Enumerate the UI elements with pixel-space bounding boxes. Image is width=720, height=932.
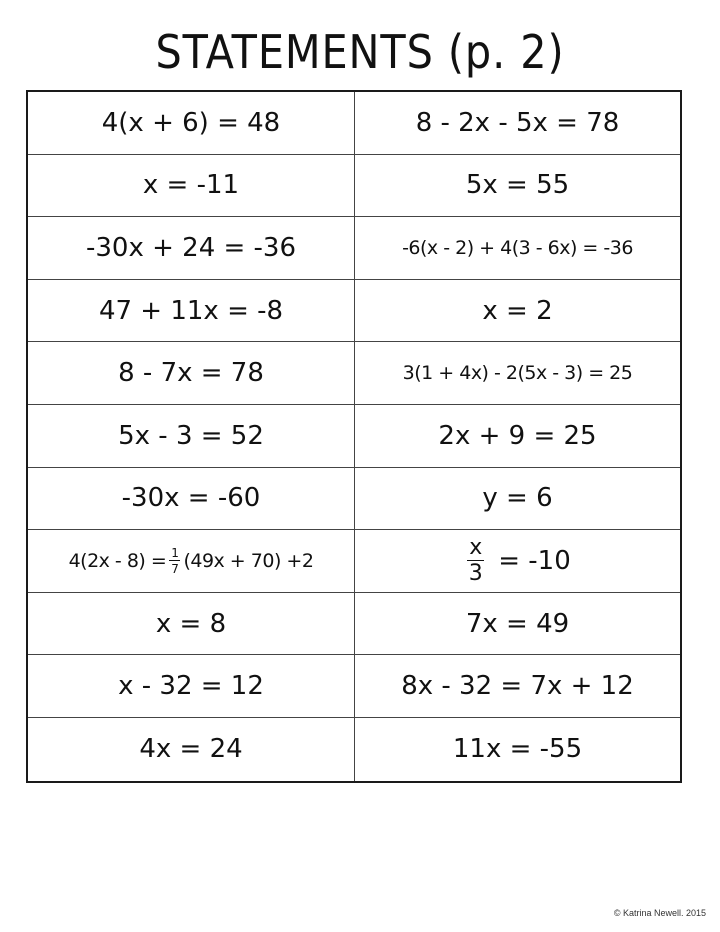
statement-cell: 47 + 11x = -8 [28, 280, 355, 343]
statement-cell: x = -11 [28, 155, 355, 218]
statement-cell: 8 - 7x = 78 [28, 342, 355, 405]
statement-cell: x = 8 [28, 593, 355, 656]
statement-cell: 8x - 32 = 7x + 12 [355, 655, 680, 718]
statement-cell: 3(1 + 4x) - 2(5x - 3) = 25 [355, 342, 680, 405]
equation-part: (49x + 70) +2 [183, 549, 314, 572]
statement-cell: y = 6 [355, 468, 680, 531]
statement-cell: 4x = 24 [28, 718, 355, 781]
statement-cell: 7x = 49 [355, 593, 680, 656]
statement-cell: -6(x - 2) + 4(3 - 6x) = -36 [355, 217, 680, 280]
statement-cell: 11x = -55 [452, 734, 583, 765]
statement-cell: 8 - 2x - 5x = 78 [355, 92, 680, 155]
statement-cell: x - 32 = 12 [28, 655, 355, 718]
fraction-numerator: 1 [171, 545, 179, 560]
fraction [467, 534, 484, 586]
statement-cell: 5x = 55 [355, 155, 680, 218]
statement-cell: -30x = -60 [28, 468, 355, 531]
fraction [169, 547, 180, 575]
fraction-numerator: x [469, 534, 483, 560]
statement-cell: 2x + 9 = 25 [355, 405, 680, 468]
statements-table [26, 90, 682, 783]
statement-cell: 4(x + 6) = 48 [28, 92, 355, 155]
statement-cell: x = 2 [355, 280, 680, 343]
fraction-denominator: 7 [171, 561, 179, 576]
statement-cell: 5x - 3 = 52 [28, 405, 355, 468]
statement-cell-fraction [355, 530, 680, 593]
statement-cell: -30x + 24 = -36 [28, 217, 355, 280]
statement-cell-fraction [28, 530, 355, 593]
equation-part: = -10 [498, 545, 571, 576]
fraction-denominator: 3 [468, 560, 483, 586]
page-title: STATEMENTS (p. 2) [155, 25, 565, 79]
equation-part: 4(2x - 8) = [68, 549, 167, 572]
copyright-notice: © Katrina Newell. 2015 [613, 908, 706, 918]
